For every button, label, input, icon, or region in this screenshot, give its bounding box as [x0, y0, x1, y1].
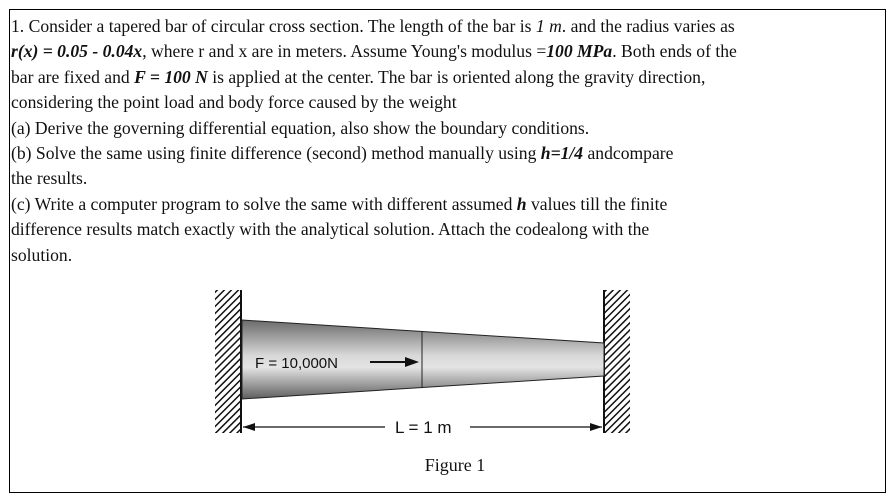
part-c: (c) Write a computer program to solve the same with different assumed h values till the finite — [11, 193, 668, 214]
problem-line-4: considering the point load and body force caused by the weight — [11, 92, 457, 113]
part-a: (a) Derive the governing differential equation, also show the boundary conditions. — [11, 117, 590, 138]
right-fixed-support — [604, 290, 630, 433]
part-c-cont: difference results match exactly with the analytical solution. Attach the codealong with the — [11, 219, 650, 240]
part-c-cont-2: solution. — [11, 244, 73, 265]
left-fixed-support — [215, 290, 241, 433]
part-b-cont: the results. — [11, 168, 88, 189]
problem-line-1: 1. Consider a tapered bar of circular cross section. The length of the bar is 1 m. and the radius varies as — [11, 16, 735, 36]
tapered-bar-figure — [205, 280, 635, 440]
force-label: F = 10,000N — [255, 355, 338, 372]
problem-line-2: r(x) = 0.05 - 0.04x, where r and x are in meters. Assume Young's modulus =100 MPa. Both ends of the — [11, 41, 737, 62]
length-label: L = 1 m — [395, 418, 452, 437]
figure-caption: Figure 1 — [424, 455, 486, 475]
problem-line-3: bar are fixed and F = 100 N is applied at the center. The bar is oriented along the gravity direction, — [11, 66, 706, 87]
problem-text — [10, 14, 882, 268]
part-b: (b) Solve the same using finite difference (second) method manually using h=1/4 andcompare — [11, 143, 674, 164]
